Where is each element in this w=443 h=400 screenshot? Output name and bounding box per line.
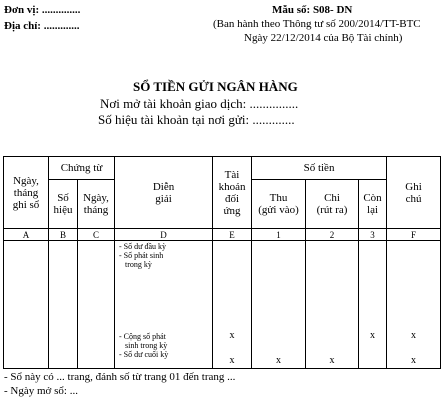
mark-x: x — [229, 355, 235, 366]
col-note-header: Ghi chú — [387, 157, 441, 229]
mark-x: x — [411, 330, 417, 341]
bank-location-line: Nơi mở tài khoản giao dịch: ............... — [100, 96, 299, 111]
balance-cell — [359, 241, 387, 369]
description-cell — [115, 241, 213, 369]
code-cell: E — [213, 229, 252, 241]
col-deposit-header: Thu (gửi vào) — [252, 180, 306, 229]
col-voucher-number-header: Số hiệu — [49, 180, 78, 229]
date-cell — [4, 241, 49, 369]
form-code: Mẫu số: S08- DN — [272, 4, 353, 16]
issued-by-line1: (Ban hành theo Thông tư số 200/2014/TT-BTC — [213, 18, 421, 30]
address-label: Địa chỉ: ............. — [4, 20, 80, 32]
closing-balance-label: - Số dư cuối kỳ — [119, 350, 169, 359]
arising-label: - Số phát sinh — [119, 251, 164, 260]
col-withdrawal-header: Chi (rút ra) — [306, 180, 359, 229]
page-count-note: - Sổ này có ... trang, đánh số từ trang 01 đến trang ... — [4, 371, 236, 383]
col-voucher-date-header: Ngày, tháng — [78, 180, 115, 229]
account-number-line: Số hiệu tài khoản tại nơi gửi: ............. — [98, 112, 295, 127]
col-description-header: Diễn giải — [115, 157, 213, 229]
withdrawal-cell — [306, 241, 359, 369]
mark-x: x — [370, 330, 376, 341]
header-row-1 — [4, 157, 441, 180]
ledger-body-row — [4, 241, 441, 369]
code-cell: B — [49, 229, 78, 241]
mark-x: x — [329, 355, 335, 366]
column-code-row — [4, 229, 441, 241]
open-date-note: - Ngày mở sổ: ... — [4, 385, 78, 397]
page-title: SỔ TIỀN GỬI NGÂN HÀNG — [133, 79, 298, 94]
opening-balance-label: - Số dư đầu kỳ — [119, 242, 167, 251]
code-cell: 1 — [252, 229, 306, 241]
code-cell: C — [78, 229, 115, 241]
voucher-number-cell — [49, 241, 78, 369]
voucher-date-cell — [78, 241, 115, 369]
code-cell: F — [387, 229, 441, 241]
unit-label: Đơn vị: .............. — [4, 4, 81, 16]
code-cell: A — [4, 229, 49, 241]
col-amount-header: Số tiền — [252, 157, 387, 180]
col-account-header: Tài khoản đối ứng — [213, 157, 252, 229]
mark-x: x — [276, 355, 282, 366]
col-voucher-header: Chứng từ — [49, 157, 115, 180]
mark-x: x — [229, 330, 235, 341]
period-total-label: - Cộng số phát — [119, 332, 166, 341]
deposit-cell — [252, 241, 306, 369]
code-cell: 2 — [306, 229, 359, 241]
issued-by-line2: Ngày 22/12/2014 của Bộ Tài chính) — [244, 32, 403, 44]
code-cell: 3 — [359, 229, 387, 241]
period-total-label-cont: sinh trong kỳ — [125, 341, 168, 350]
code-cell: D — [115, 229, 213, 241]
note-cell — [387, 241, 441, 369]
arising-label-cont: trong kỳ — [125, 260, 152, 269]
ledger-table — [3, 156, 441, 369]
col-date-header: Ngày, tháng ghi sổ — [4, 157, 49, 229]
col-balance-header: Còn lại — [359, 180, 387, 229]
mark-x: x — [411, 355, 417, 366]
account-cell — [213, 241, 252, 369]
